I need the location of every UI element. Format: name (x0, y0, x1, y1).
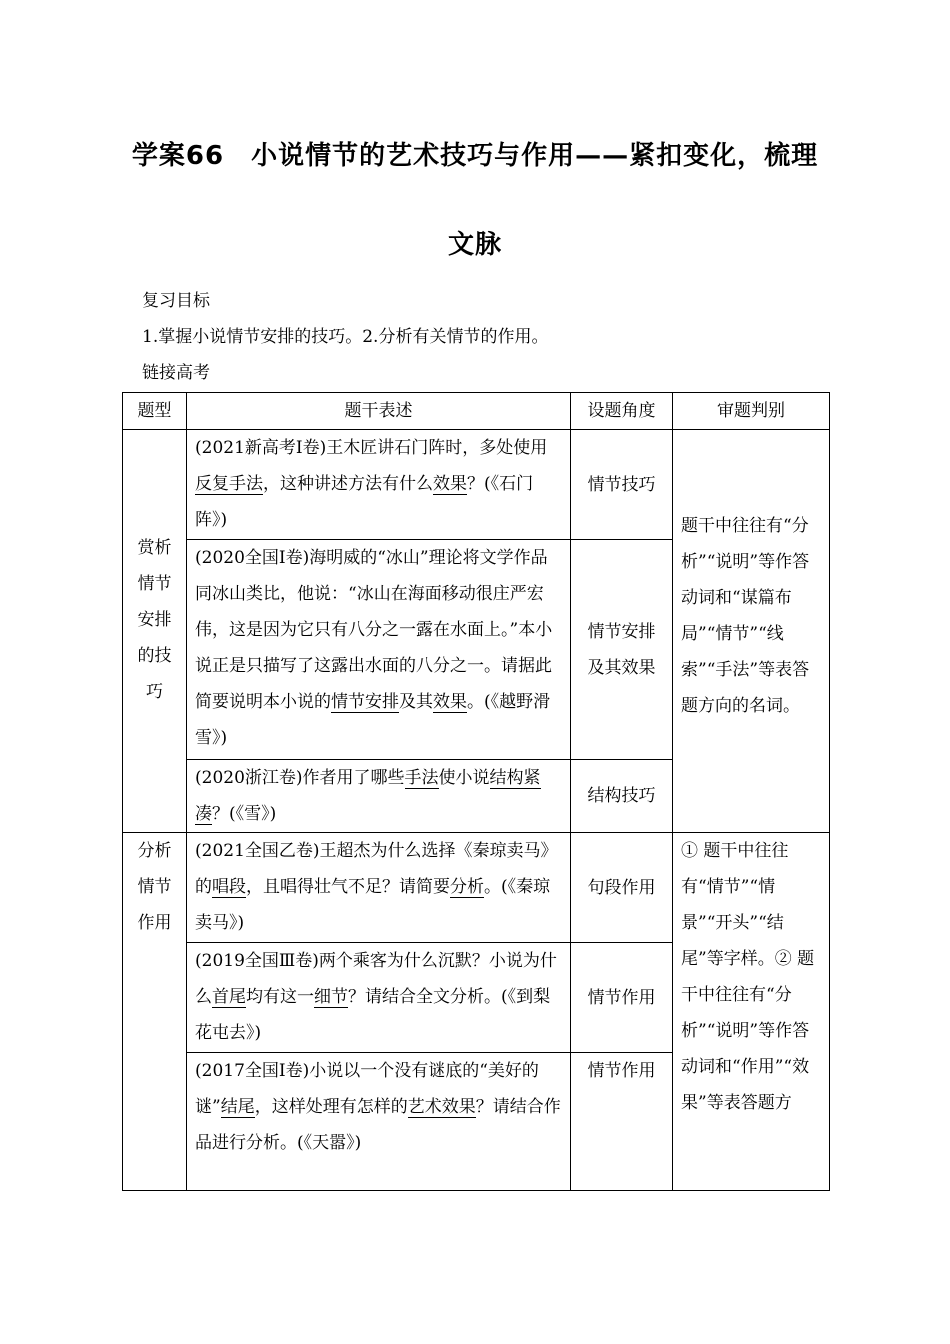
question-angle: 情节安排及其效果 (571, 540, 673, 760)
keyword-underline: 反复手法 (195, 474, 263, 494)
keyword-underline: 手法 (404, 768, 439, 788)
question-text: (2017全国Ⅰ卷)小说以一个没有谜底的“美好的谜”结尾，这样处理有怎样的艺术效果？请结合作品进行分析。(《天嚣》) (187, 1053, 571, 1191)
keyword-underline: 结尾 (220, 1097, 255, 1117)
header-type: 题型 (123, 393, 187, 430)
question-type-technique: 赏析情节安排的技巧 (123, 430, 187, 833)
question-text: (2020浙江卷)作者用了哪些手法使小说结构紧凑？(《雪》) (187, 760, 571, 833)
question-angle: 结构技巧 (571, 760, 673, 833)
table-header-row (123, 393, 830, 430)
exam-question-table (122, 392, 830, 1191)
question-angle: 句段作用 (571, 833, 673, 943)
keyword-underline: 效果 (433, 474, 467, 494)
keyword-underline: 分析 (450, 877, 484, 897)
keyword-underline: 结构紧凑 (195, 768, 541, 824)
question-text: (2019全国Ⅲ卷)两个乘客为什么沉默？小说为什么首尾均有这一细节？请结合全文分析。(《到梨花屯去》) (187, 943, 571, 1053)
question-text: (2020全国Ⅰ卷)海明威的“冰山”理论将文学作品同冰山类比，他说：“冰山在海面移动很庄严宏伟，这是因为它只有八分之一露在水面上。”本小说正是只描写了这露出水面的八分之一。请据此简要说明本小说的情节安排及其效果。(《越野滑雪》) (187, 540, 571, 760)
keyword-underline: 首尾 (212, 987, 246, 1007)
table-row (123, 430, 830, 540)
question-angle: 情节技巧 (571, 430, 673, 540)
judgement-criteria: ① 题干中往往有“情节”“情景”“开头”“结尾”等字样。② 题干中往往有“分析”“说明”等作答动词和“作用”“效果”等表答题方 (673, 833, 830, 1191)
header-question: 题干表述 (187, 393, 571, 430)
keyword-underline: 艺术效果 (407, 1097, 476, 1117)
question-angle: 情节作用 (571, 943, 673, 1053)
judgement-criteria: 题干中往往有“分析”“说明”等作答动词和“谋篇布局”“情节”“线索”“手法”等表答题方向的名词。 (673, 430, 830, 833)
header-judgement: 审题判别 (673, 393, 830, 430)
page-title-line1: 学案66 小说情节的艺术技巧与作用——紧扣变化，梳理 (131, 141, 819, 171)
keyword-underline: 效果 (433, 692, 467, 712)
keyword-underline: 情节安排 (331, 692, 399, 712)
question-text: (2021新高考Ⅰ卷)王木匠讲石门阵时，多处使用反复手法，这种讲述方法有什么效果？(《石门阵》) (187, 430, 571, 540)
section-heading-link: 链接高考 (142, 363, 210, 383)
header-angle: 设题角度 (571, 393, 673, 430)
table-row (123, 833, 830, 943)
question-angle: 情节作用 (571, 1053, 673, 1191)
question-text: (2021全国乙卷)王超杰为什么选择《秦琼卖马》的唱段，且唱得壮气不足？请简要分析。(《秦琼卖马》) (187, 833, 571, 943)
page-title-line2: 文脉 (447, 230, 502, 260)
keyword-underline: 细节 (314, 987, 348, 1007)
section-heading-goal: 复习目标 (142, 291, 210, 311)
question-type-function: 分析情节作用 (123, 833, 187, 1191)
keyword-underline: 唱段 (212, 877, 246, 897)
goal-text: 1.掌握小说情节安排的技巧。2.分析有关情节的作用。 (142, 327, 549, 347)
